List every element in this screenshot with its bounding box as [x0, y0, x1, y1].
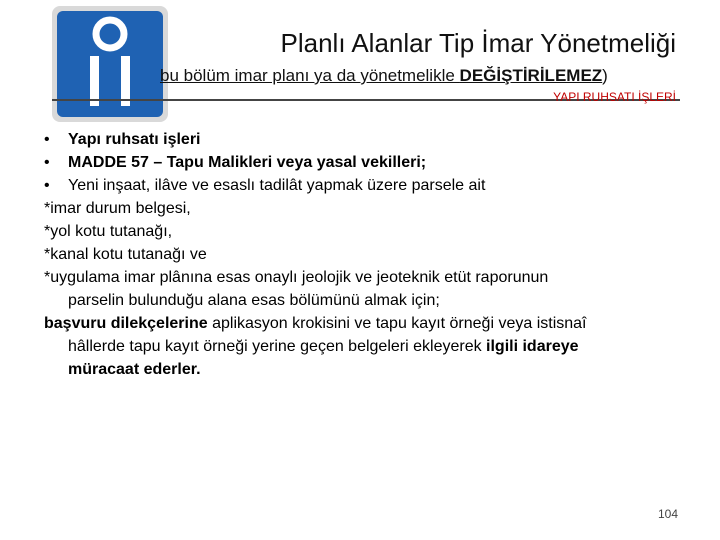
logo-icon: [52, 6, 168, 122]
section-label: YAPI RUHSATI İŞLERİ: [553, 90, 676, 104]
logo: [52, 6, 168, 122]
subtitle: [160, 66, 680, 88]
list-line: *uygulama imar plânına esas onaylı jeolojik ve jeoteknik etüt raporunun: [44, 269, 549, 286]
paragraph-line: müracaat ederler.: [68, 361, 201, 378]
list-line: *yol kotu tutanağı,: [44, 223, 173, 240]
bullet-text: Yapı ruhsatı işleri: [68, 131, 201, 148]
list-line: *imar durum belgesi,: [44, 200, 191, 217]
list-line-continued: parselin bulunduğu alana esas bölümünü almak için;: [68, 292, 440, 309]
bullet-text: MADDE 57 – Tapu Malikleri veya yasal vekilleri;: [68, 154, 427, 171]
subtitle-emphasis: DEĞİŞTİRİLEMEZ: [459, 66, 603, 85]
subtitle-close: ): [602, 66, 608, 85]
paragraph-line: [44, 335, 684, 358]
paragraph-bold: başvuru dilekçelerine: [44, 315, 208, 332]
paragraph-line: [44, 312, 684, 335]
bullet-symbol: •: [44, 154, 50, 171]
subtitle-text: bu bölüm imar planı ya da yönetmelikle: [160, 66, 460, 85]
paragraph-bold: ilgili idareye: [486, 338, 579, 355]
bullet-symbol: •: [44, 131, 50, 148]
bullet-item: [44, 128, 684, 151]
paragraph-text: hâllerde tapu kayıt örneği yerine geçen belgeleri ekleyerek: [68, 338, 487, 355]
page-title: Planlı Alanlar Tip İmar Yönetmeliği: [280, 28, 676, 58]
page-number: 104: [657, 507, 678, 521]
bullet-symbol: •: [44, 177, 50, 194]
bullet-text: Yeni inşaat, ilâve ve esaslı tadilât yapmak üzere parsele ait: [68, 177, 486, 194]
bullet-item: [44, 174, 684, 197]
paragraph-text: aplikasyon krokisini ve tapu kayıt örneği veya istisnaî: [207, 315, 587, 332]
list-line: *kanal kotu tutanağı ve: [44, 246, 207, 263]
content: [44, 128, 684, 381]
bullet-item: [44, 151, 684, 174]
